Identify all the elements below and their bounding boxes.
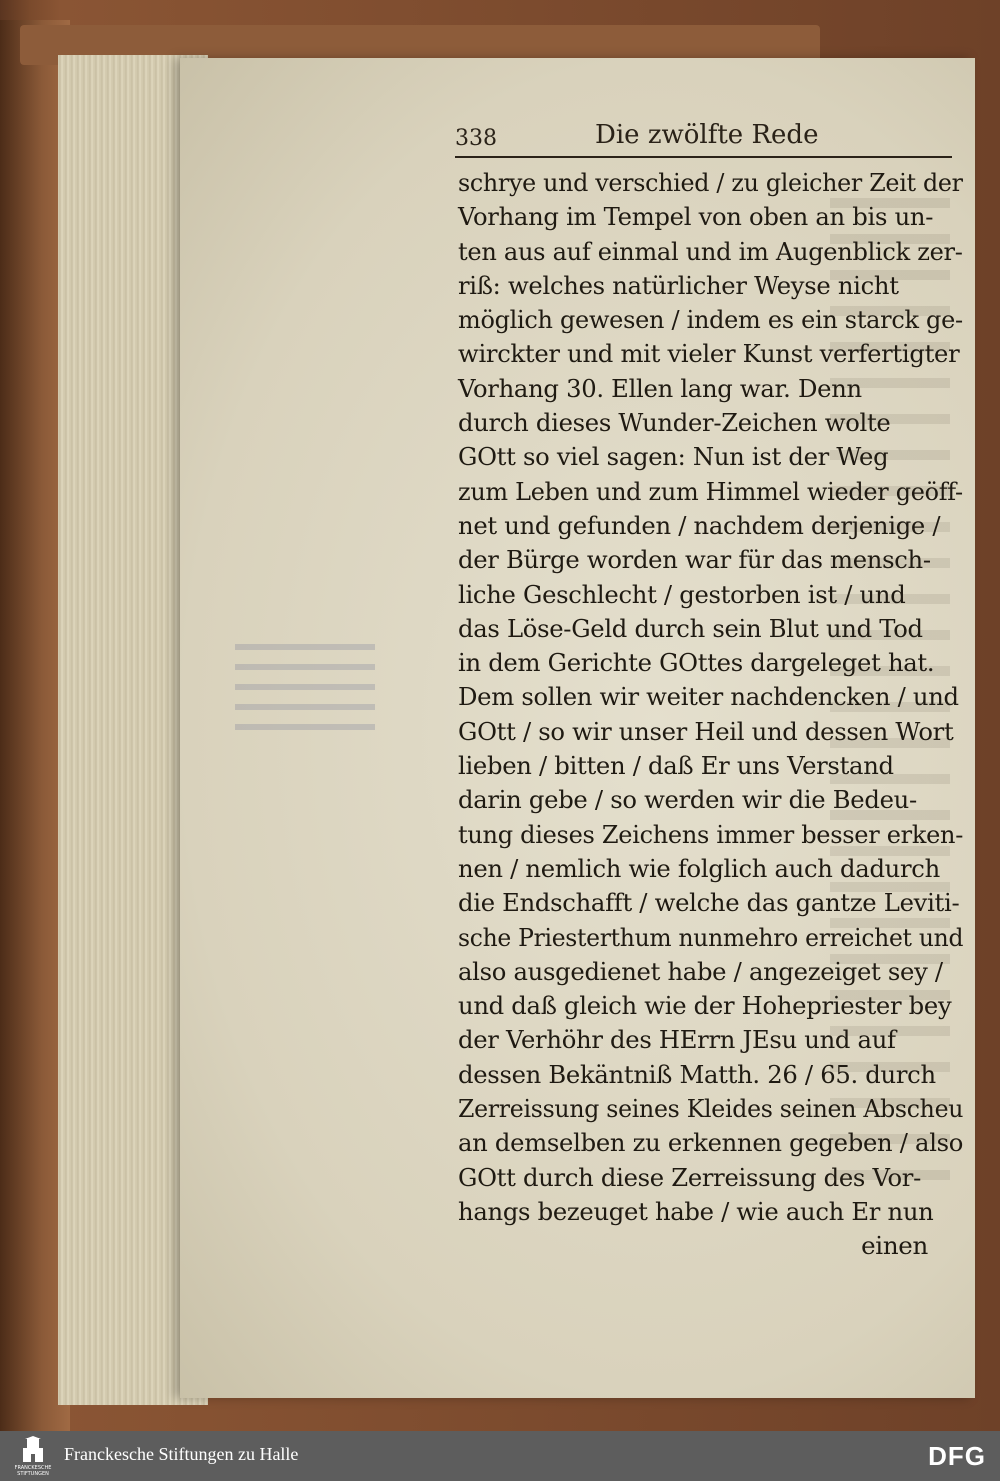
text-line: Dem sollen wir weiter nachdencken / und [458, 682, 959, 712]
text-line: das Löse-Geld durch sein Blut und Tod [458, 613, 923, 643]
text-line: möglich gewesen / indem es ein starck ge- [458, 305, 963, 335]
text-line: der Bürge worden war für das mensch- [458, 545, 931, 575]
text-line: nen / nemlich wie folglich auch dadurch [458, 853, 940, 883]
page-number: 338 [455, 126, 497, 151]
text-line: sche Priesterthum nunmehro erreichet und [458, 922, 964, 952]
text-line: der Verhöhr des HErrn JEsu und auf [458, 1025, 896, 1055]
running-title: Die zwölfte Rede [595, 120, 819, 150]
text-line: Zerreissung seines Kleides seinen Abscheu [458, 1094, 964, 1124]
page-body-text [458, 166, 968, 1264]
text-line: also ausgedienet habe / angezeiget sey / [458, 956, 943, 986]
text-line: Vorhang 30. Ellen lang war. Denn [458, 373, 862, 403]
text-line: und daß gleich wie der Hohepriester bey [458, 991, 952, 1021]
text-line: in dem Gerichte GOttes dargeleget hat. [458, 648, 935, 678]
text-line: ten aus auf einmal und im Augenblick zer- [458, 236, 963, 266]
text-line: zum Leben und zum Himmel wieder geöff- [458, 476, 963, 506]
franckesche-stiftungen-logo[interactable] [12, 1436, 54, 1476]
text-line: durch dieses Wunder-Zeichen wolte [458, 408, 891, 438]
text-line: tung dieses Zeichens immer besser erken- [458, 819, 964, 849]
text-line: Vorhang im Tempel von oben an bis un- [458, 202, 934, 232]
page-header [455, 118, 950, 158]
text-line: an demselben zu erkennen gegeben / also [458, 1128, 964, 1158]
text-line: net und gefunden / nachdem derjenige / [458, 510, 941, 540]
text-line: GOtt durch diese Zerreissung des Vor- [458, 1162, 921, 1192]
viewer-footer [0, 1431, 1000, 1481]
header-rule [455, 156, 952, 158]
logo-caption: FRANCKESCHE STIFTUNGEN [14, 1465, 52, 1477]
text-line: GOtt / so wir unser Heil und dessen Wort [458, 716, 954, 746]
catchword: einen [861, 1231, 928, 1261]
text-line: darin gebe / so werden wir die Bedeu- [458, 785, 917, 815]
text-line: hangs bezeuget habe / wie auch Er nun [458, 1196, 934, 1226]
dfg-logo[interactable]: DFG [928, 1441, 986, 1471]
text-line: liche Geschlecht / gestorben ist / und [458, 579, 906, 609]
text-line: wirckter und mit vieler Kunst verfertigter [458, 339, 960, 369]
institution-name: Franckesche Stiftungen zu Halle [64, 1444, 299, 1464]
text-line: lieben / bitten / daß Er uns Verstand [458, 751, 894, 781]
text-line: GOtt so viel sagen: Nun ist der Weg [458, 442, 889, 472]
show-through-stamp [235, 640, 375, 730]
text-line: riß: welches natürlicher Weyse nicht [458, 270, 899, 300]
text-line: dessen Bekäntniß Matth. 26 / 65. durch [458, 1059, 936, 1089]
text-line: schrye und verschied / zu gleicher Zeit der [458, 168, 963, 197]
text-line: die Endschafft / welche das gantze Leviti- [458, 888, 960, 918]
